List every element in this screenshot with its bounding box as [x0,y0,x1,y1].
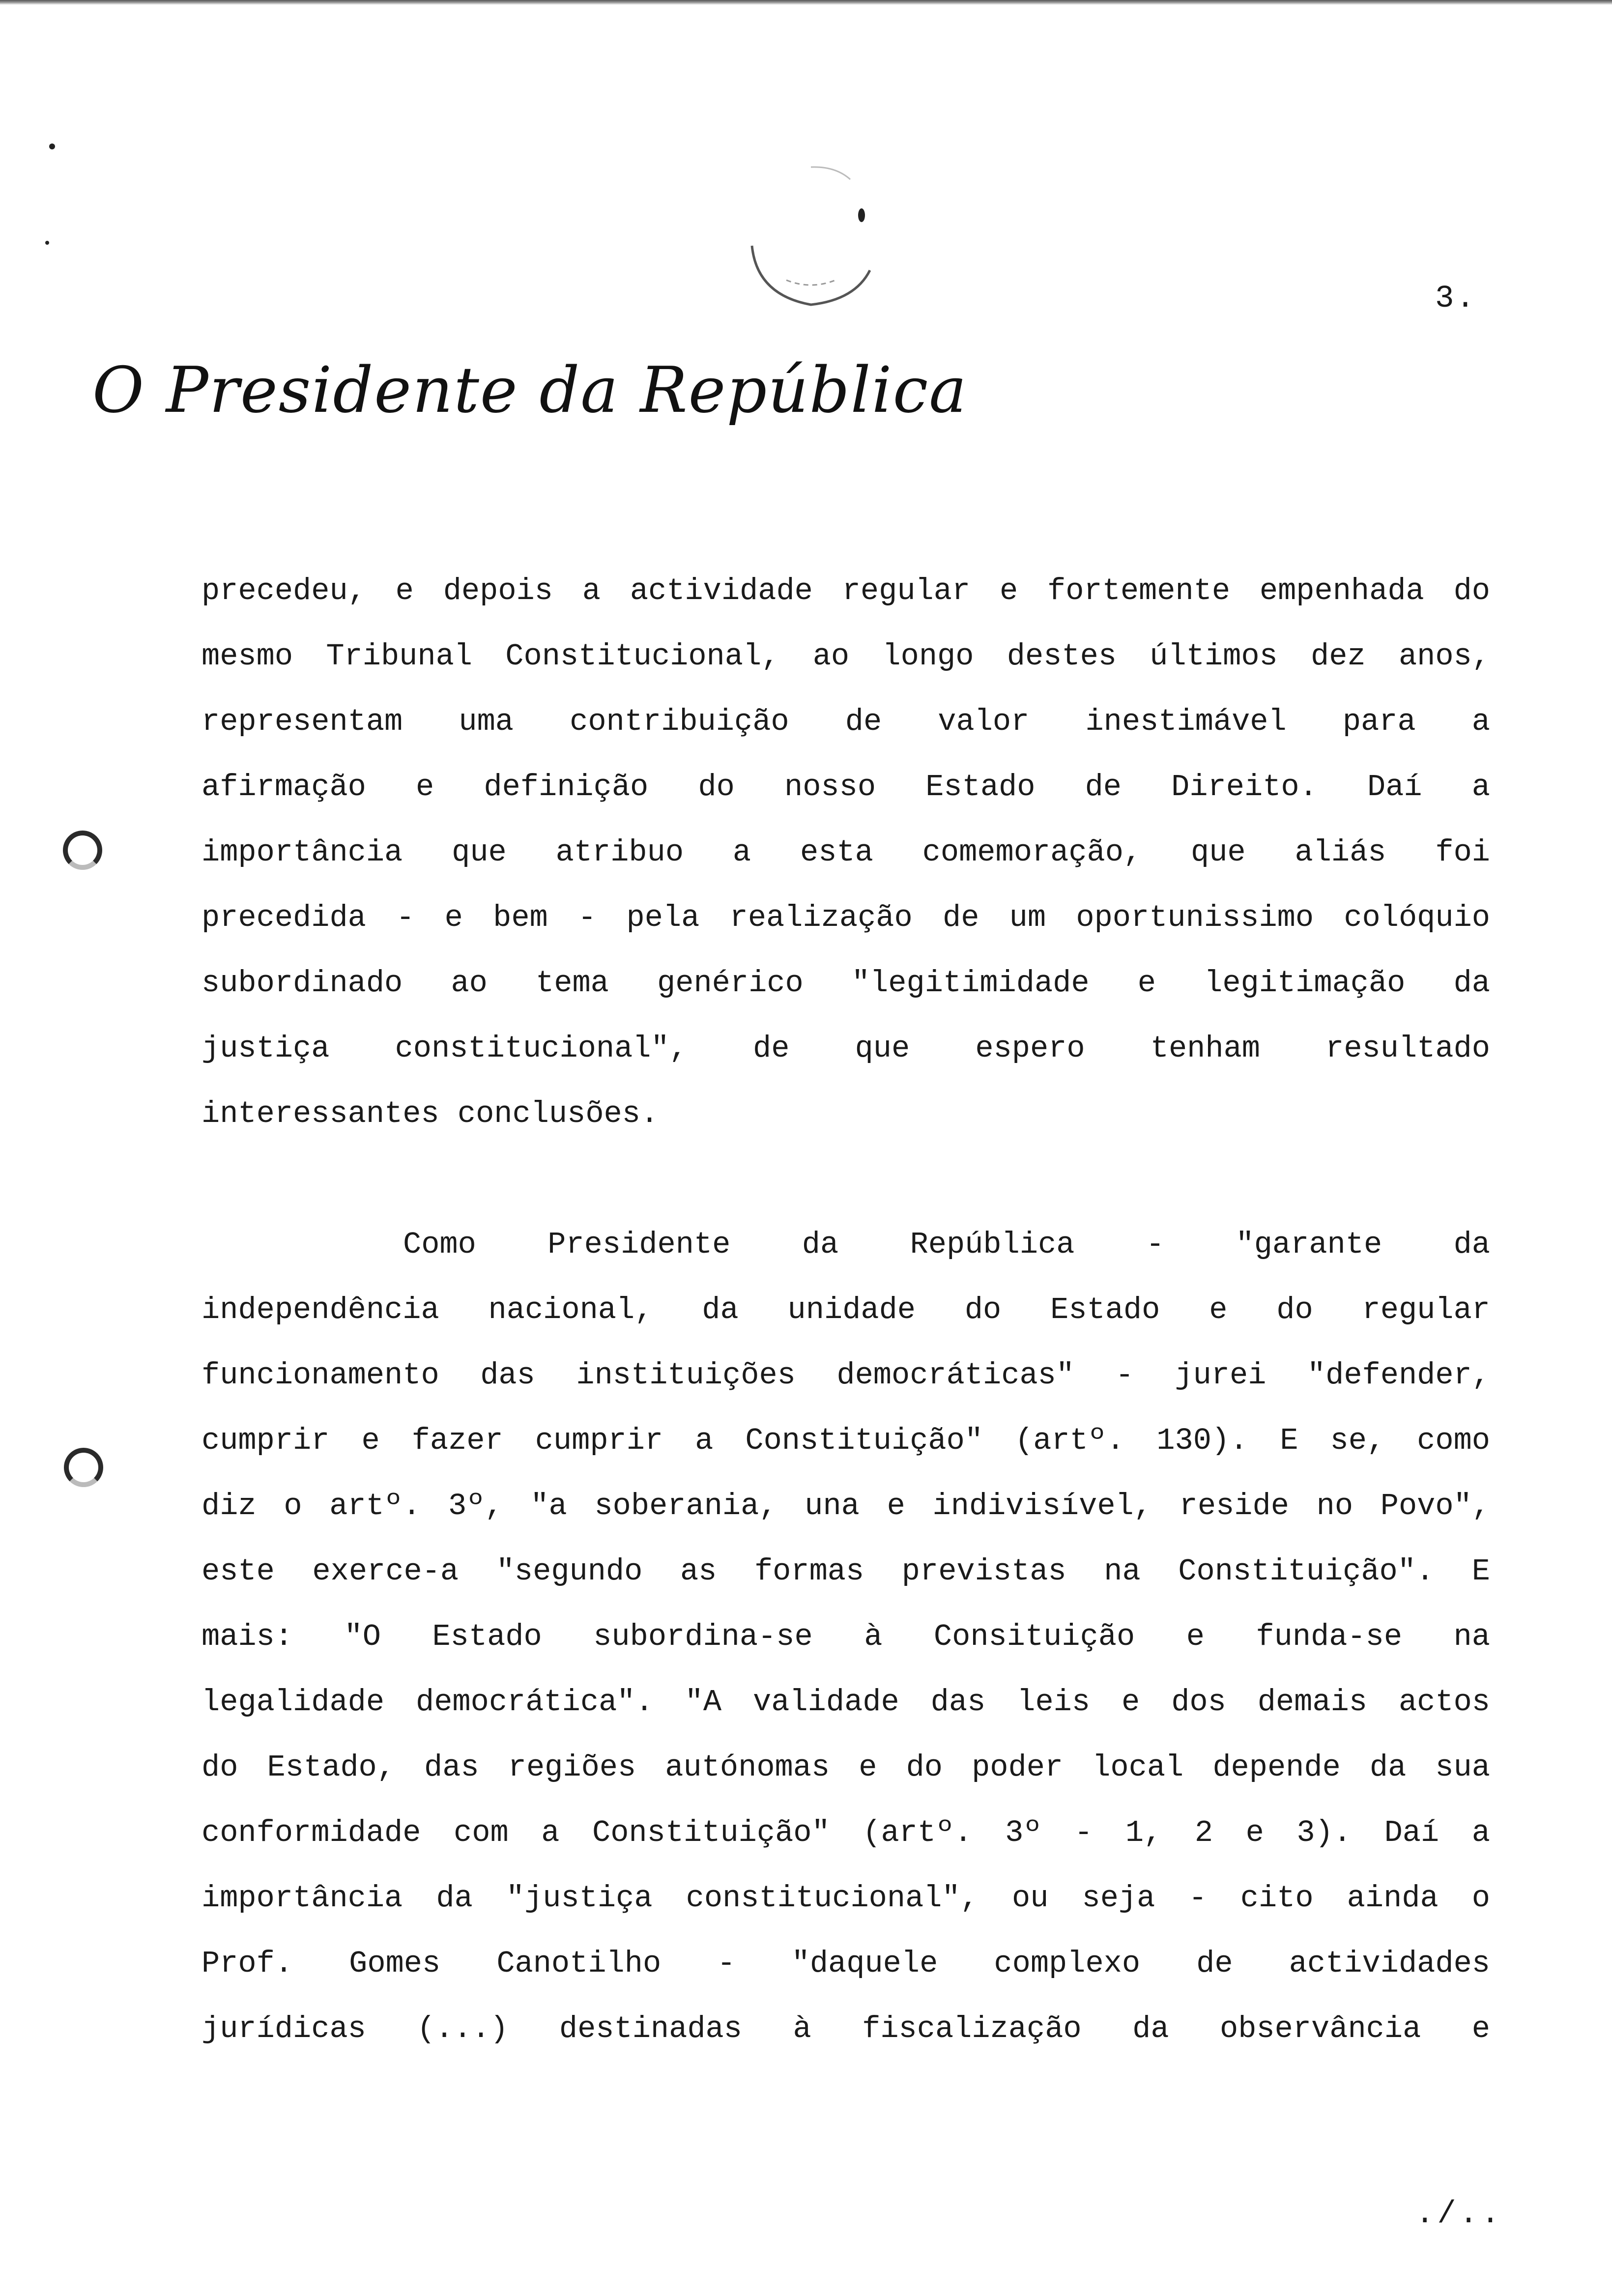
text-line: precedida - e bem - pela realização de um oportunissimo colóquio [202,900,1490,935]
paragraph-1 [202,558,1490,1147]
paragraph-2 [202,1212,1490,2062]
text-line: subordinado ao tema genérico "legitimidade e legitimação da [202,966,1490,1001]
text-line: jurídicas (...) destinadas à fiscalização da observância e [202,2011,1490,2046]
text-line: funcionamento das instituições democráticas" - jurei "defender, [202,1358,1490,1393]
text-line: importância que atribuo a esta comemoração, que aliás foi [202,835,1490,870]
text-line: independência nacional, da unidade do Estado e do regular [202,1292,1490,1327]
continuation-mark: ./.. [1415,2197,1503,2232]
scan-top-edge [0,0,1612,5]
text-line: afirmação e definição do nosso Estado de Direito. Daí a [202,770,1490,804]
text-line: representam uma contribuição de valor inestimável para a [202,704,1490,739]
text-line: legalidade democrática". "A validade das leis e dos demais actos [202,1685,1490,1720]
page-number: 3. [1435,281,1477,316]
text-line: cumprir e fazer cumprir a Constituição" (artº. 130). E se, como [202,1423,1490,1458]
punch-hole-top [63,831,102,870]
text-line: do Estado, das regiões autónomas e do poder local depende da sua [202,1750,1490,1785]
text-line: Como Presidente da República - "garante da [403,1227,1490,1262]
text-line: este exerce-a "segundo as formas previstas na Constituição". E [202,1554,1490,1589]
text-line: justiça constitucional", de que espero tenham resultado [202,1031,1490,1066]
letterhead-title: O Presidente da República [92,354,968,427]
text-line: mais: "O Estado subordina-se à Consituição e funda-se na [202,1619,1490,1654]
text-line: interessantes conclusões. [202,1096,659,1131]
text-line: precedeu, e depois a actividade regular e fortemente empenhada do [202,574,1490,608]
text-line: importância da "justiça constitucional", ou seja - cito ainda o [202,1881,1490,1916]
scan-speck [45,241,49,245]
punch-hole-bottom [64,1448,103,1487]
text-line: mesmo Tribunal Constitucional, ao longo destes últimos dez anos, [202,639,1490,674]
faint-seal-stamp [737,157,885,319]
scan-speck [49,144,55,149]
text-line: Prof. Gomes Canotilho - "daquele complexo de actividades [202,1946,1490,1981]
text-line: diz o artº. 3º, "a soberania, una e indivisível, reside no Povo", [202,1489,1490,1523]
text-line: conformidade com a Constituição" (artº. 3º - 1, 2 e 3). Daí a [202,1815,1490,1850]
